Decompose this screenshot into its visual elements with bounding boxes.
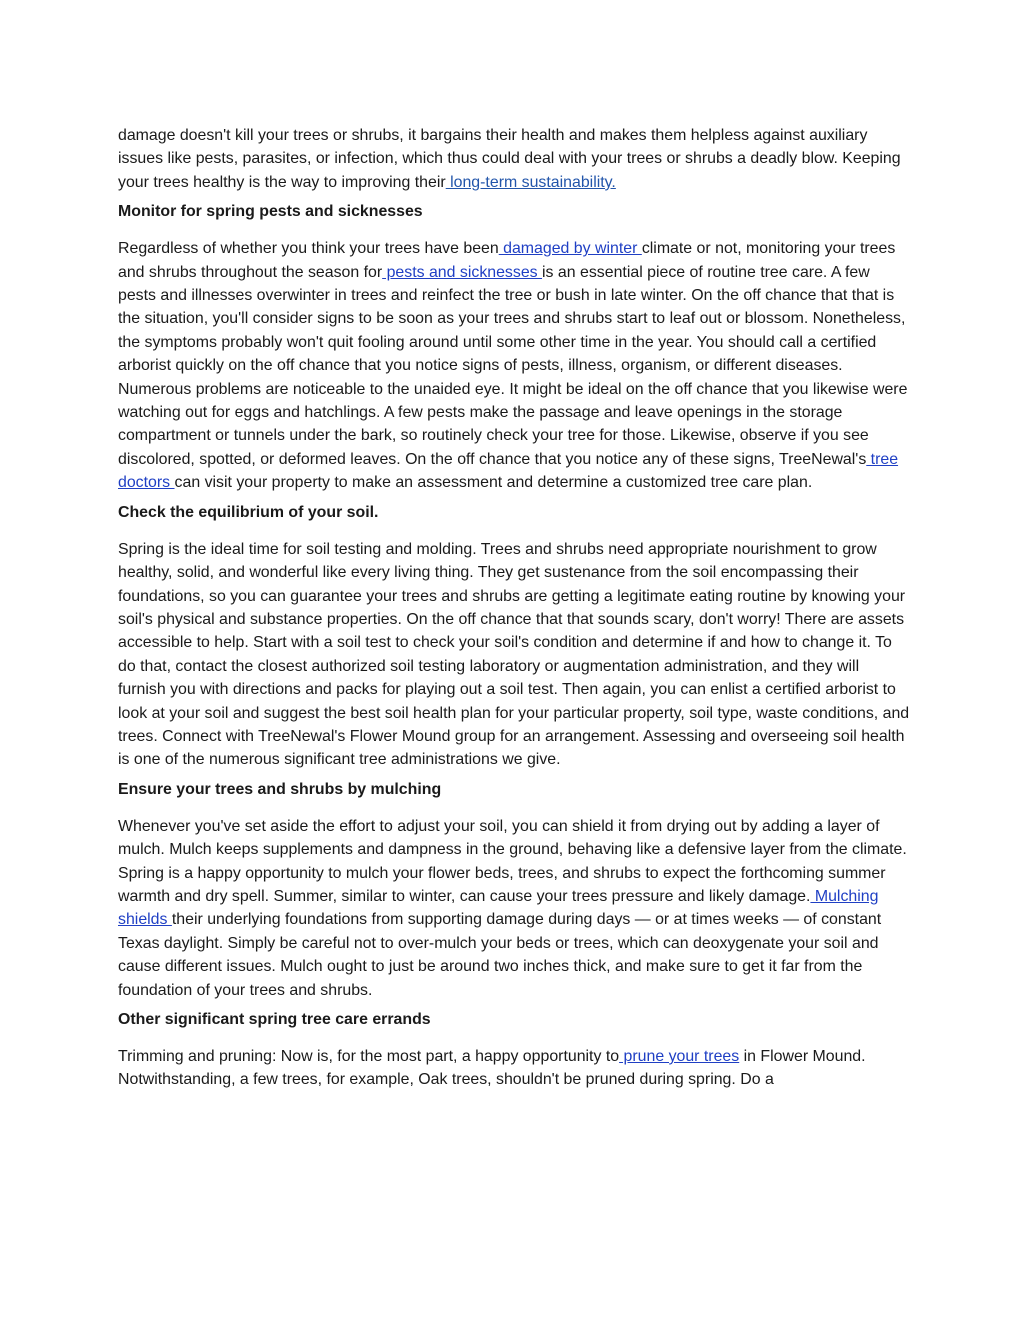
paragraph-text: is an essential piece of routine tree care. A few pests and illnesses overwinter in trees and reinfect the tree or bush in late winter. On the off chance that that is the situation, you'll consider signs to be soon as your trees and shrubs start to leaf out or blossom. Nonetheless, the symptoms probably won't quit fooling around until some other time in the year. You should call a certified arborist quickly on the off chance that you notice signs of pests, illness, organism, or different diseases. Numerous problems are noticeable to the unaided eye. It might be ideal on the off chance that you likewise were watching out for eggs and hatchlings. A few pests make the passage and leave openings in the storage compartment or tunnels under the bark, so routinely check your tree for those. Likewise, observe if you see discolored, spotted, or deformed leaves. On the off chance that you notice any of these signs, TreeNewal's bbox=[118, 263, 908, 468]
heading-other-errands: Other significant spring tree care errands bbox=[118, 1011, 431, 1028]
damaged-by-winter-link[interactable]: damaged by winter bbox=[498, 240, 642, 258]
paragraph-mulching bbox=[118, 815, 910, 1002]
document-page bbox=[118, 124, 910, 1098]
paragraph-text: can visit your property to make an assessment and determine a customized tree care plan. bbox=[174, 474, 813, 492]
paragraph-soil: Spring is the ideal time for soil testing and molding. Trees and shrubs need appropriate nourishment to grow healthy, solid, and wonderful like every living thing. They get sustenance from the soil encompassing their foundations, so you can guarantee your trees and shrubs are getting a legitimate eating routine by knowing your soil's physical and substance properties. On the off chance that that sounds scary, don't worry! There are assets accessible to help. Start with a soil test to check your soil's condition and determine if and how to change it. To do that, contact the closest authorized soil testing laboratory or augmentation administration, and they will furnish you with directions and packs for playing out a soil test. Then again, you can enlist a certified arborist to look at your soil and suggest the best soil health plan for your particular property, soil type, waste conditions, and trees. Connect with TreeNewal's Flower Mound group for an arrangement. Assessing and overseeing soil health is one of the numerous significant tree administrations we give. bbox=[118, 540, 910, 769]
paragraph-text: Whenever you've set aside the effort to adjust your soil, you can shield it from drying out by adding a layer of mulch. Mulch keeps supplements and dampness in the ground, behaving like a defensive layer from the climate. Spring is a happy opportunity to mulch your flower beds, trees, and shrubs to expect the forthcoming summer warmth and dry spell. Summer, similar to winter, can cause your trees pressure and likely damage. bbox=[118, 817, 907, 905]
paragraph-text: in Flower Mound. Notwithstanding, a few trees, for example, Oak trees, shouldn't be pruned during spring. Do a bbox=[118, 1048, 866, 1089]
prune-your-trees-link[interactable]: prune your trees bbox=[619, 1048, 740, 1065]
mulching-shields-link[interactable]: Mulching shields bbox=[118, 887, 879, 929]
paragraph-intro bbox=[118, 124, 910, 194]
tree-doctors-link[interactable]: tree doctors bbox=[118, 450, 899, 492]
heading-monitor-pests: Monitor for spring pests and sicknesses bbox=[118, 203, 423, 221]
heading-mulching: Ensure your trees and shrubs by mulching bbox=[118, 780, 442, 798]
pests-and-sicknesses-link[interactable]: pests and sicknesses bbox=[382, 263, 543, 281]
paragraph-text: Trimming and pruning: Now is, for the most part, a happy opportunity to bbox=[118, 1048, 620, 1065]
long-term-sustainability-link[interactable]: long-term sustainability. bbox=[445, 173, 616, 191]
paragraph-text: their underlying foundations from supporting damage during days — or at times weeks — of constant Texas daylight. Simply be careful not to over-mulch your beds or trees, which can deoxygenate your soil and cause different issues. Mulch ought to just be around two inches thick, and make sure to get it far from the foundation of your trees and shrubs. bbox=[118, 911, 882, 999]
paragraph-text: Regardless of whether you think your trees have been bbox=[118, 240, 499, 258]
paragraph-text: damage doesn't kill your trees or shrubs, it bargains their health and makes them helpless against auxiliary issues like pests, parasites, or infection, which thus could deal with your trees or shrubs a deadly blow. Keeping your trees healthy is the way to improving their bbox=[118, 127, 901, 191]
paragraph-trimming bbox=[118, 1045, 910, 1092]
heading-soil-equilibrium: Check the equilibrium of your soil. bbox=[118, 503, 379, 521]
paragraph-pests bbox=[118, 237, 910, 494]
paragraph-text: climate or not, monitoring your trees and shrubs throughout the season for bbox=[118, 240, 896, 281]
